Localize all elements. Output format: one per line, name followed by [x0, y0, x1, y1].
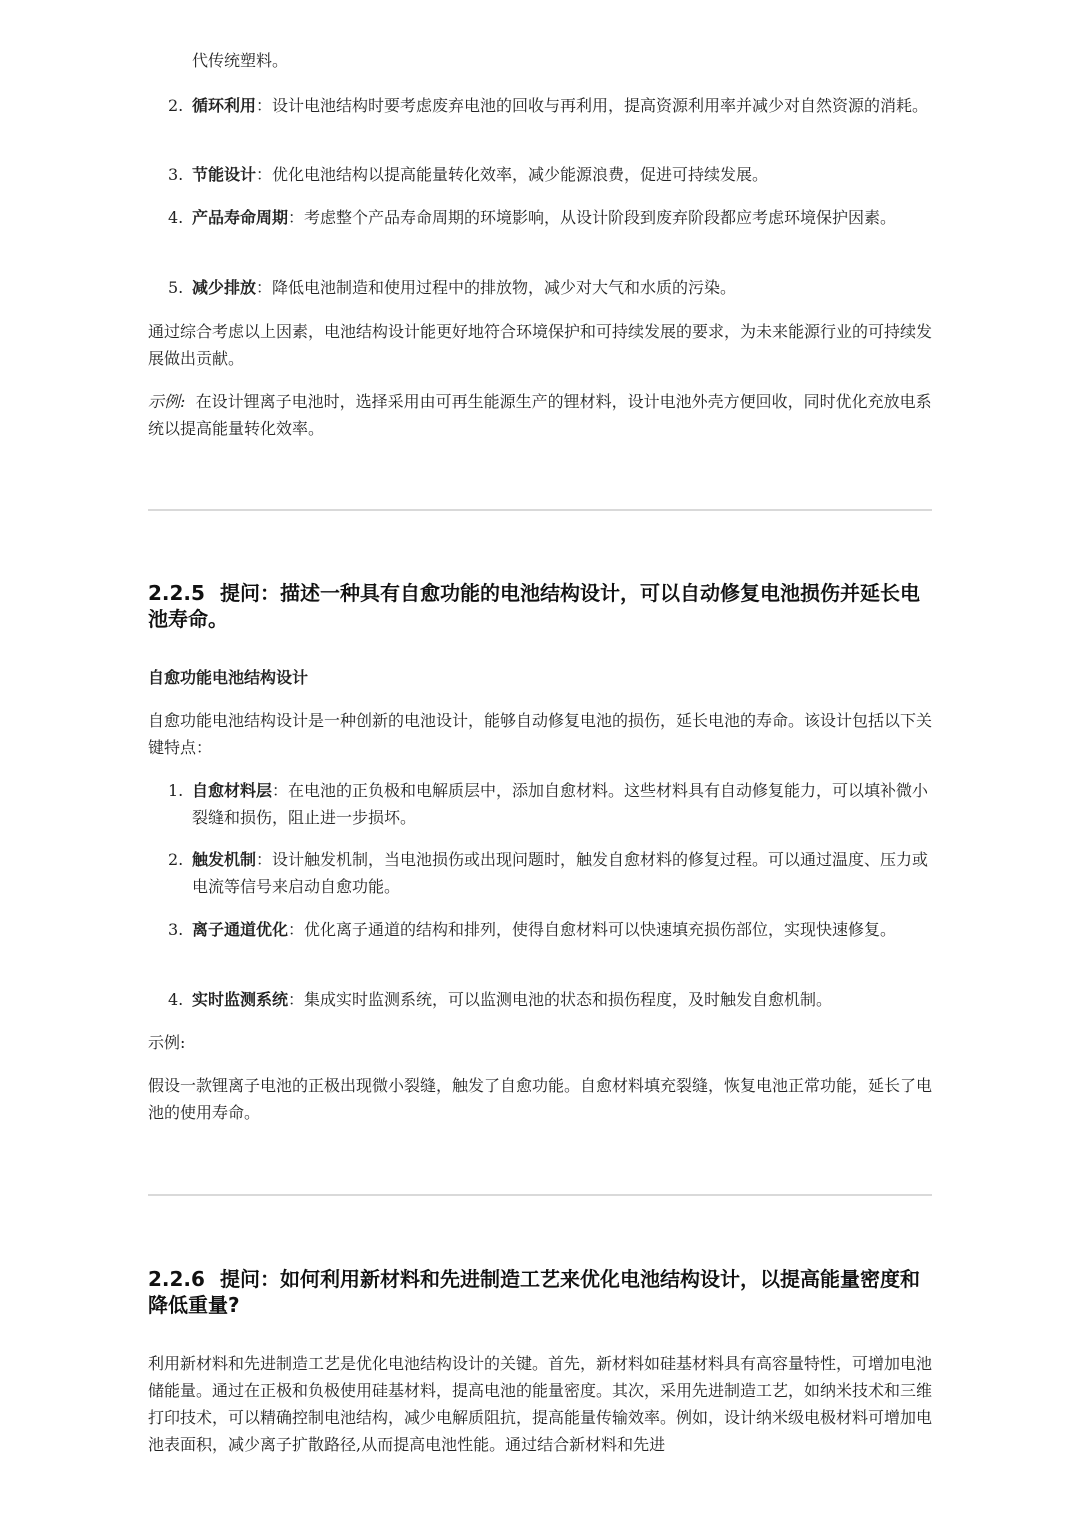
- section-divider: [148, 509, 932, 511]
- section-heading-2-2-6: 2.2.6 提问：如何利用新材料和先进制造工艺来优化电池结构设计，以提高能量密度和降低重量?: [148, 1267, 920, 1317]
- subheading: 自愈功能电池结构设计: [148, 668, 309, 687]
- list-item: 3. 离子通道优化：优化离子通道的结构和排列，使得自愈材料可以快速填充损伤部位，实现快速修复。: [168, 920, 897, 939]
- env-summary: 通过综合考虑以上因素，电池结构设计能更好地符合环境保护和可持续发展的要求，为未来能源行业的可持续发展做出贡献。: [148, 322, 933, 368]
- section-heading-2-2-5: 2.2.5 提问：描述一种具有自愈功能的电池结构设计，可以自动修复电池损伤并延长电池寿命。: [148, 581, 920, 631]
- list-item: 1. 自愈材料层：在电池的正负极和电解质层中，添加自愈材料。这些材料具有自动修复能力，可以填补微小裂缝和损伤，阻止进一步损坏。: [168, 781, 929, 827]
- example-label: 示例:: [148, 1033, 186, 1052]
- section-divider: [148, 1194, 932, 1196]
- list-item: 2. 循环利用：设计电池结构时要考虑废弃电池的回收与再利用，提高资源利用率并减少对自然资源的消耗。: [168, 96, 929, 115]
- list-item: 5. 减少排放：降低电池制造和使用过程中的排放物，减少对大气和水质的污染。: [168, 278, 737, 297]
- list-item: 2. 触发机制：设计触发机制，当电池损伤或出现问题时，触发自愈材料的修复过程。可以通过温度、压力或电流等信号来启动自愈功能。: [168, 850, 929, 896]
- list-continuation: 代传统塑料。: [192, 51, 289, 70]
- list-item: 3. 节能设计：优化电池结构以提高能量转化效率，减少能源浪费，促进可持续发展。: [168, 165, 769, 184]
- section-body: 利用新材料和先进制造工艺是优化电池结构设计的关键。首先，新材料如硅基材料具有高容量特性，可增加电池储能量。通过在正极和负极使用硅基材料，提高电池的能量密度。其次，采用先进制造工艺，如纳米技术和三维打印技术，可以精确控制电池结构，减少电解质阻抗，提高能量传输效率。例如，设计纳米级电极材料可增加电池表面积，减少离子扩散路径,从而提高电池性能。通过结合新材料和先进: [148, 1354, 933, 1454]
- env-example: 示例: 在设计锂离子电池时，选择采用由可再生能源生产的锂材料，设计电池外壳方便回收，同时优化充放电系统以提高能量转化效率。: [148, 392, 932, 438]
- list-item: 4. 产品寿命周期：考虑整个产品寿命周期的环境影响，从设计阶段到废弃阶段都应考虑环境保护因素。: [168, 208, 897, 227]
- example-text: 假设一款锂离子电池的正极出现微小裂缝，触发了自愈功能。自愈材料填充裂缝，恢复电池正常功能，延长了电池的使用寿命。: [148, 1076, 933, 1122]
- section-intro: 自愈功能电池结构设计是一种创新的电池设计，能够自动修复电池的损伤，延长电池的寿命。该设计包括以下关键特点：: [148, 711, 933, 757]
- list-item: 4. 实时监测系统：集成实时监测系统，可以监测电池的状态和损伤程度，及时触发自愈机制。: [168, 990, 833, 1009]
